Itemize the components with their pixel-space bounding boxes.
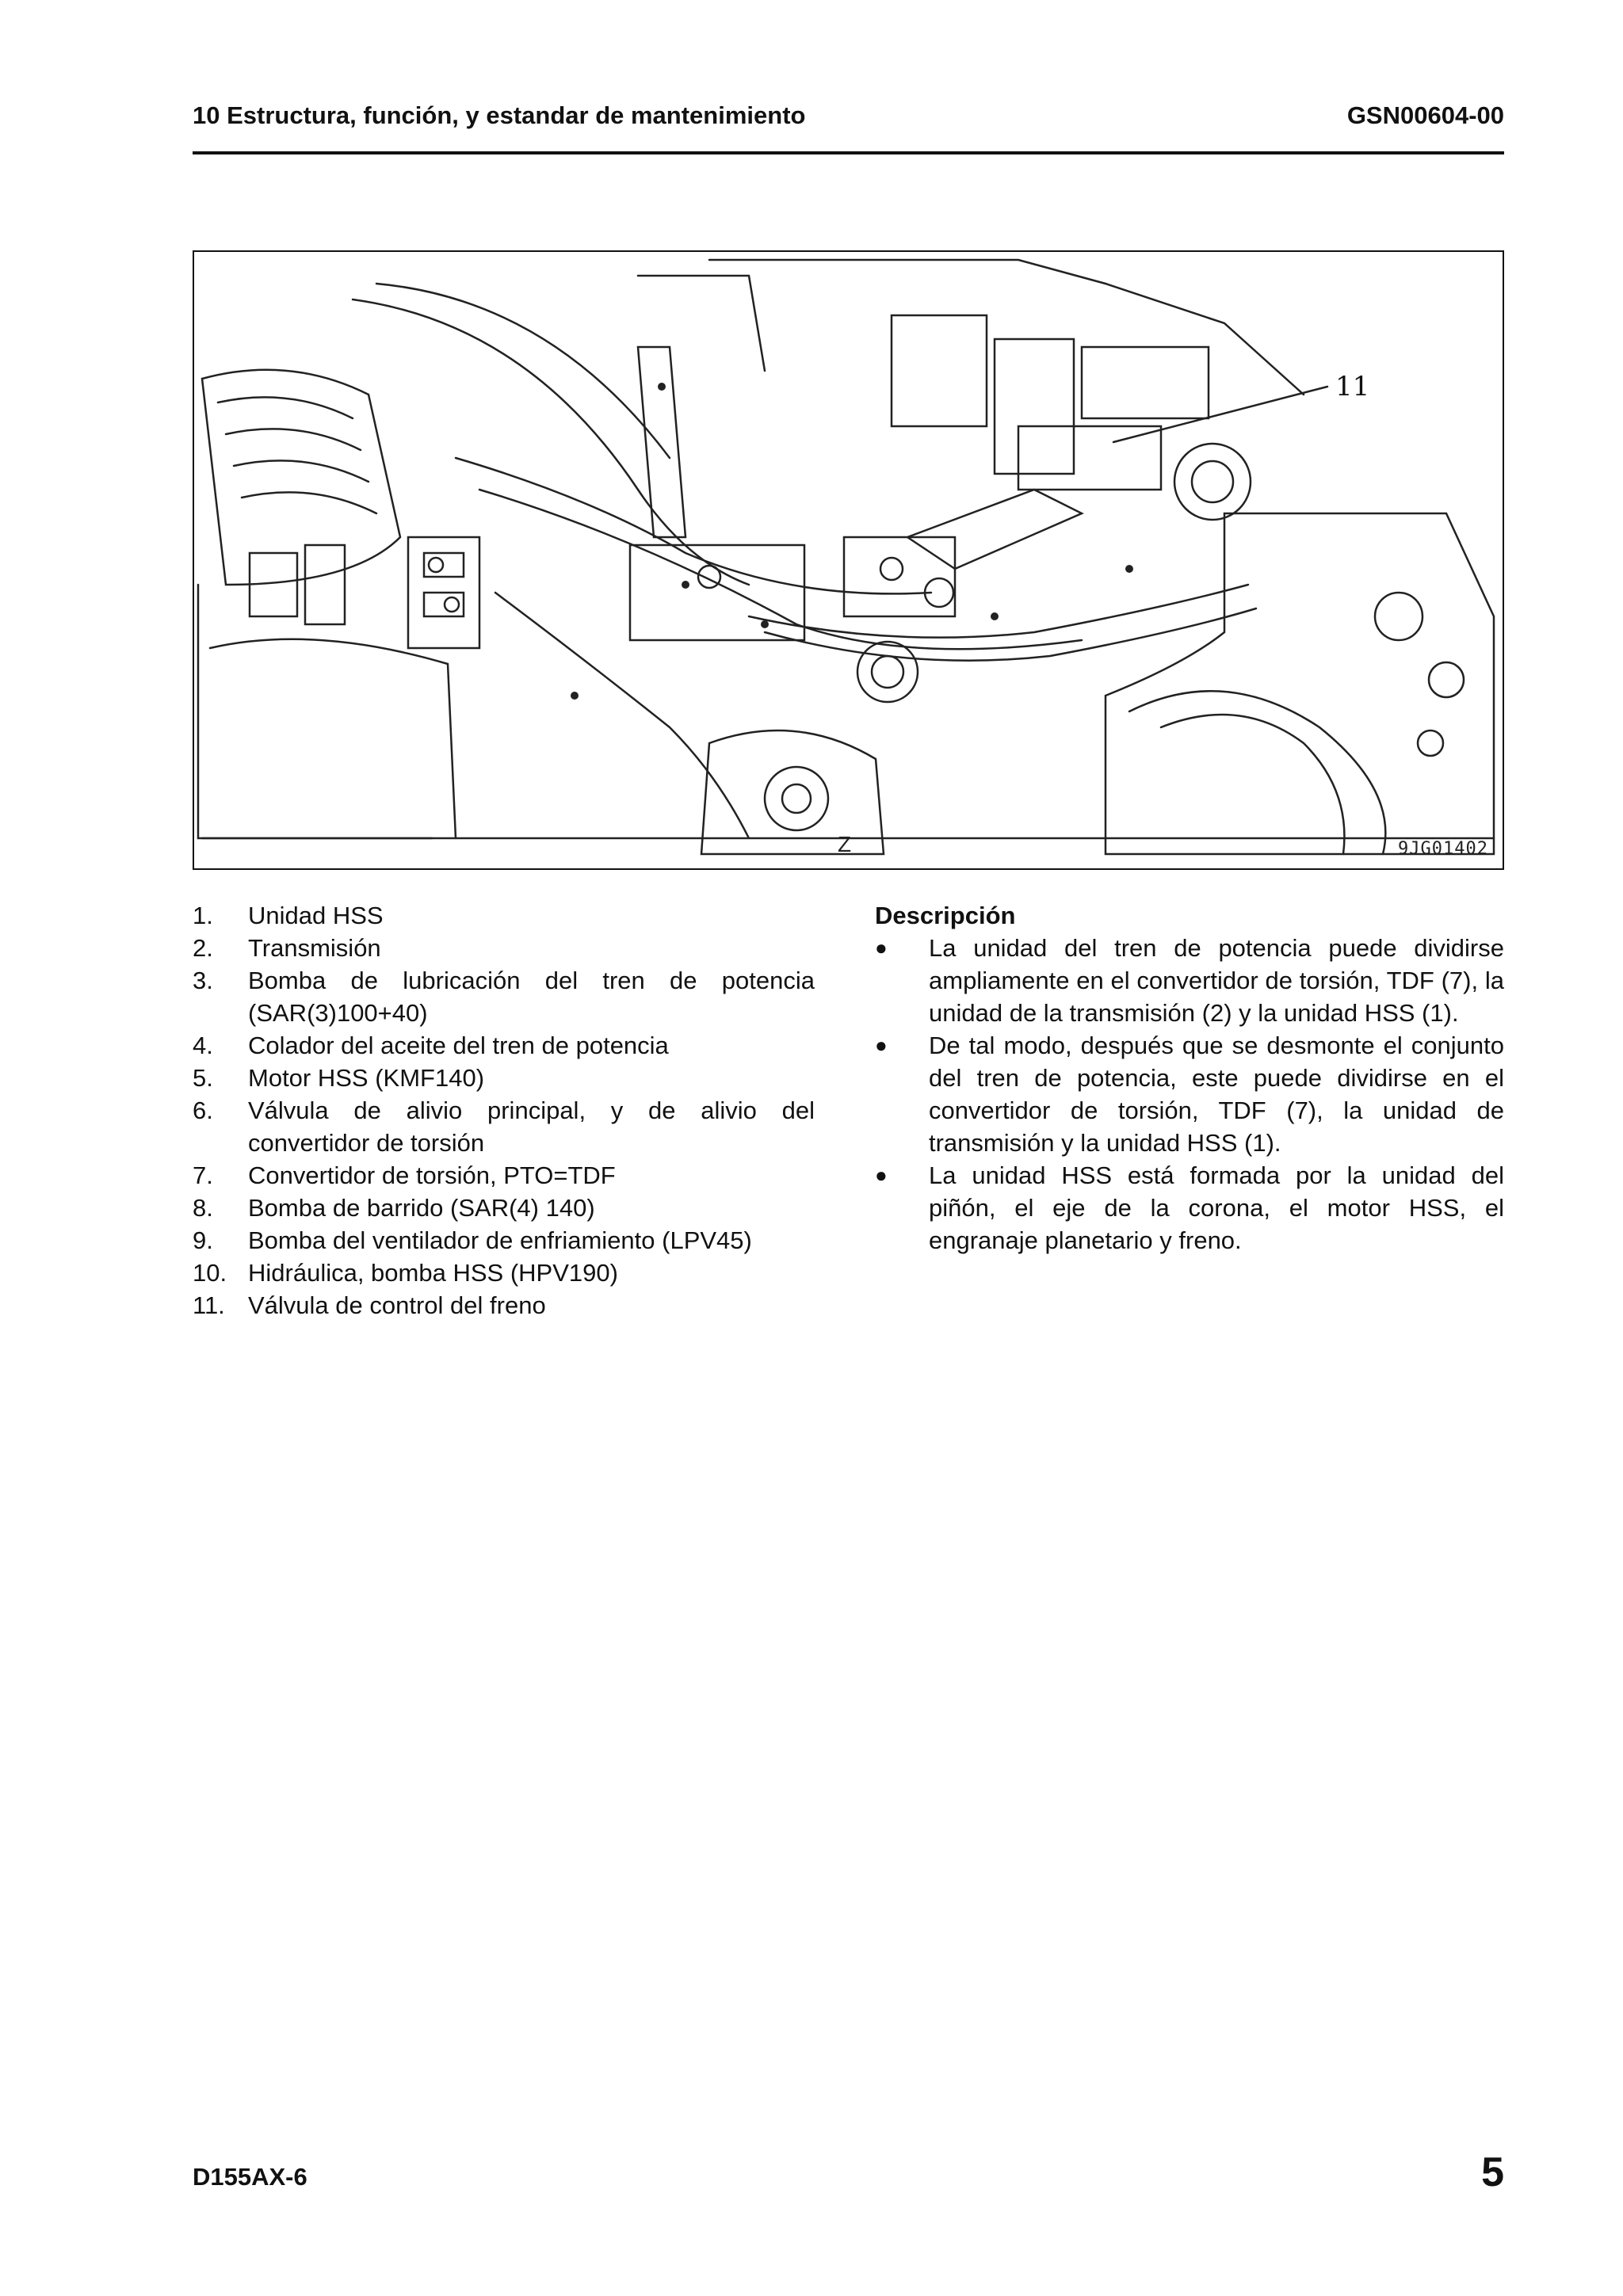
list-item: 3. Bomba de lubricación del tren de potencia (SAR(3)100+40) [193, 967, 815, 1027]
list-item: 4. Colador del aceite del tren de potencia [193, 1032, 669, 1059]
list-item: 8. Bomba de barrido (SAR(4) 140) [193, 1194, 595, 1222]
figure-code: 9JG01402 [1398, 839, 1488, 859]
line-drawing-illustration [194, 252, 1503, 868]
header-rule [193, 151, 1504, 154]
list-item: ● La unidad HSS está formada por la unidad del piñón, el eje de la corona, el motor HSS, el engranaje planetario y freno. [875, 1159, 1504, 1257]
list-item: 9. Bomba del ventilador de enfriamiento (LPV45) [193, 1226, 752, 1254]
description-heading: Descripción [875, 902, 1016, 929]
parts-list [193, 899, 815, 1322]
list-item: ● De tal modo, después que se desmonte el conjunto del tren de potencia, este puede dividirse en el convertidor de torsión, TDF (7), la unidad de transmisión y la unidad HSS (1). [875, 1029, 1504, 1159]
list-item: 6. Válvula de alivio principal, y de alivio del convertidor de torsión [193, 1097, 815, 1157]
section-title: 10 Estructura, función, y estandar de mantenimiento [193, 101, 806, 129]
description-bullets [875, 932, 1504, 1257]
description-section [875, 899, 1504, 1257]
list-item: 10. Hidráulica, bomba HSS (HPV190) [193, 1259, 618, 1287]
bullet-icon: ● [875, 1163, 888, 1187]
list-item: 1. Unidad HSS [193, 902, 384, 929]
view-label: Z [838, 832, 852, 856]
bullet-icon: ● [875, 1033, 888, 1057]
list-item: 11. Válvula de control del freno [193, 1291, 546, 1319]
list-item: 7. Convertidor de torsión, PTO=TDF [193, 1161, 616, 1189]
page-number: 5 [1481, 2149, 1504, 2195]
list-item: 5. Motor HSS (KMF140) [193, 1064, 485, 1092]
document-code: GSN00604-00 [1346, 101, 1504, 129]
callout-label-11: 11 [1335, 371, 1370, 402]
page-header [193, 101, 1504, 133]
figure-power-train-drawing [193, 250, 1504, 870]
footer-model: D155AX-6 [193, 2163, 307, 2191]
list-item: 2. Transmisión [193, 934, 381, 962]
bullet-icon: ● [875, 936, 888, 959]
list-item: ● La unidad del tren de potencia puede dividirse ampliamente en el convertidor de torsión, TDF (7), la unidad de la transmisión (2) y la unidad HSS (1). [875, 932, 1504, 1029]
